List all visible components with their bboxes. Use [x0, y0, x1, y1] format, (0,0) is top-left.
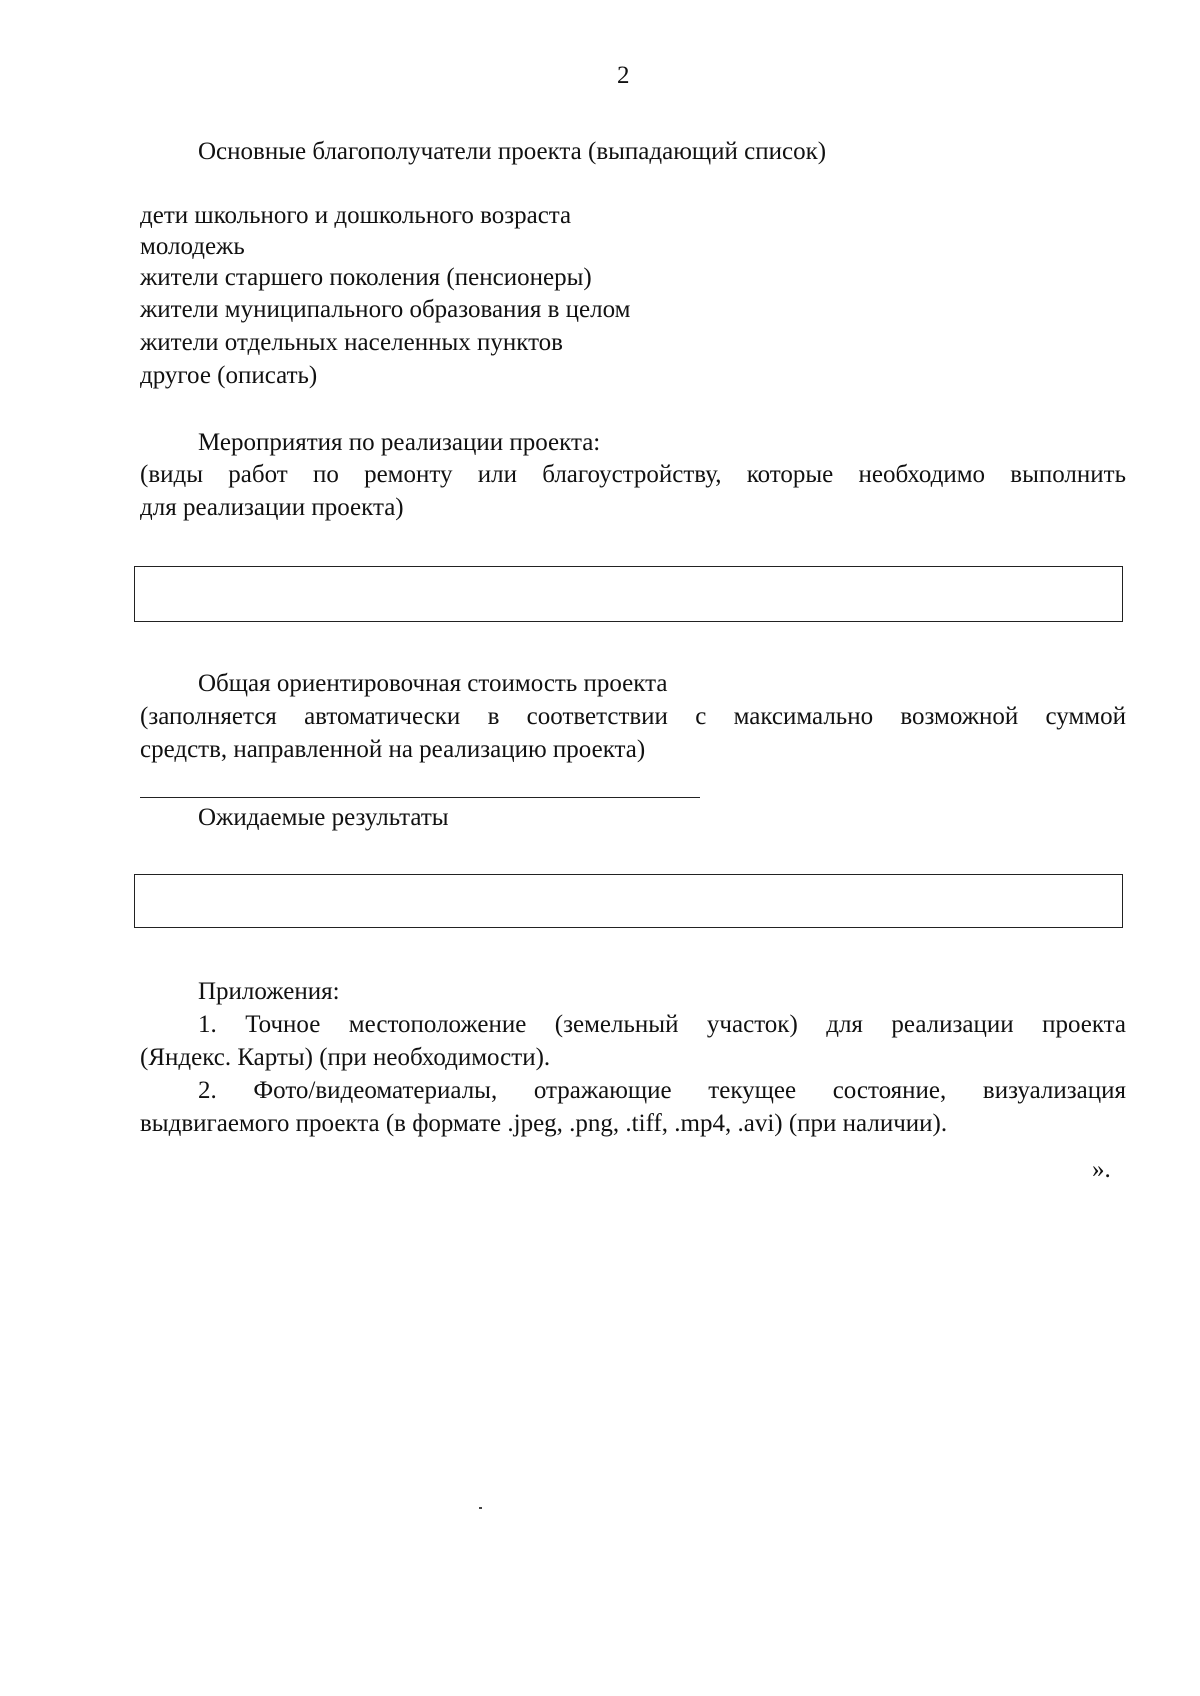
attachment-item-2-line-2: выдвигаемого проекта (в формате .jpeg, .png, .tiff, .mp4, .avi) (при наличии).	[140, 1110, 948, 1137]
cost-value-line[interactable]	[140, 797, 700, 798]
activities-heading: Мероприятия по реализации проекта:	[198, 429, 601, 456]
cost-note-line-2: средств, направленной на реализацию проекта)	[140, 736, 646, 763]
page-number: 2	[617, 62, 630, 89]
attachment-item-2-line-1: 2. Фото/видеоматериалы, отражающие текущее состояние, визуализация	[198, 1077, 1126, 1104]
beneficiary-option[interactable]: дети школьного и дошкольного возраста	[140, 202, 572, 229]
results-heading: Ожидаемые результаты	[198, 804, 449, 831]
cost-note-line-1: (заполняется автоматически в соответствии с максимально возможной суммой	[140, 703, 1126, 730]
cost-heading: Общая ориентировочная стоимость проекта	[198, 670, 668, 697]
closing-quote-mark: ».	[1092, 1156, 1111, 1183]
scan-speck	[479, 1507, 482, 1509]
activities-note-line-2: для реализации проекта)	[140, 494, 404, 521]
activities-input-field[interactable]	[134, 566, 1123, 622]
attachment-item-1-line-1: 1. Точное местоположение (земельный участок) для реализации проекта	[198, 1011, 1126, 1038]
activities-note-line-1: (виды работ по ремонту или благоустройству, которые необходимо выполнить	[140, 461, 1126, 488]
attachments-heading: Приложения:	[198, 978, 340, 1005]
beneficiary-option[interactable]: жители старшего поколения (пенсионеры)	[140, 264, 592, 291]
beneficiaries-heading: Основные благополучатели проекта (выпадающий список)	[198, 138, 827, 165]
beneficiary-option[interactable]: другое (описать)	[140, 362, 318, 389]
attachment-item-1-line-2: (Яндекс. Карты) (при необходимости).	[140, 1044, 551, 1071]
results-input-field[interactable]	[134, 874, 1123, 928]
beneficiary-option[interactable]: жители отдельных населенных пунктов	[140, 329, 563, 356]
beneficiary-option[interactable]: жители муниципального образования в целом	[140, 296, 631, 323]
beneficiary-option[interactable]: молодежь	[140, 233, 245, 260]
